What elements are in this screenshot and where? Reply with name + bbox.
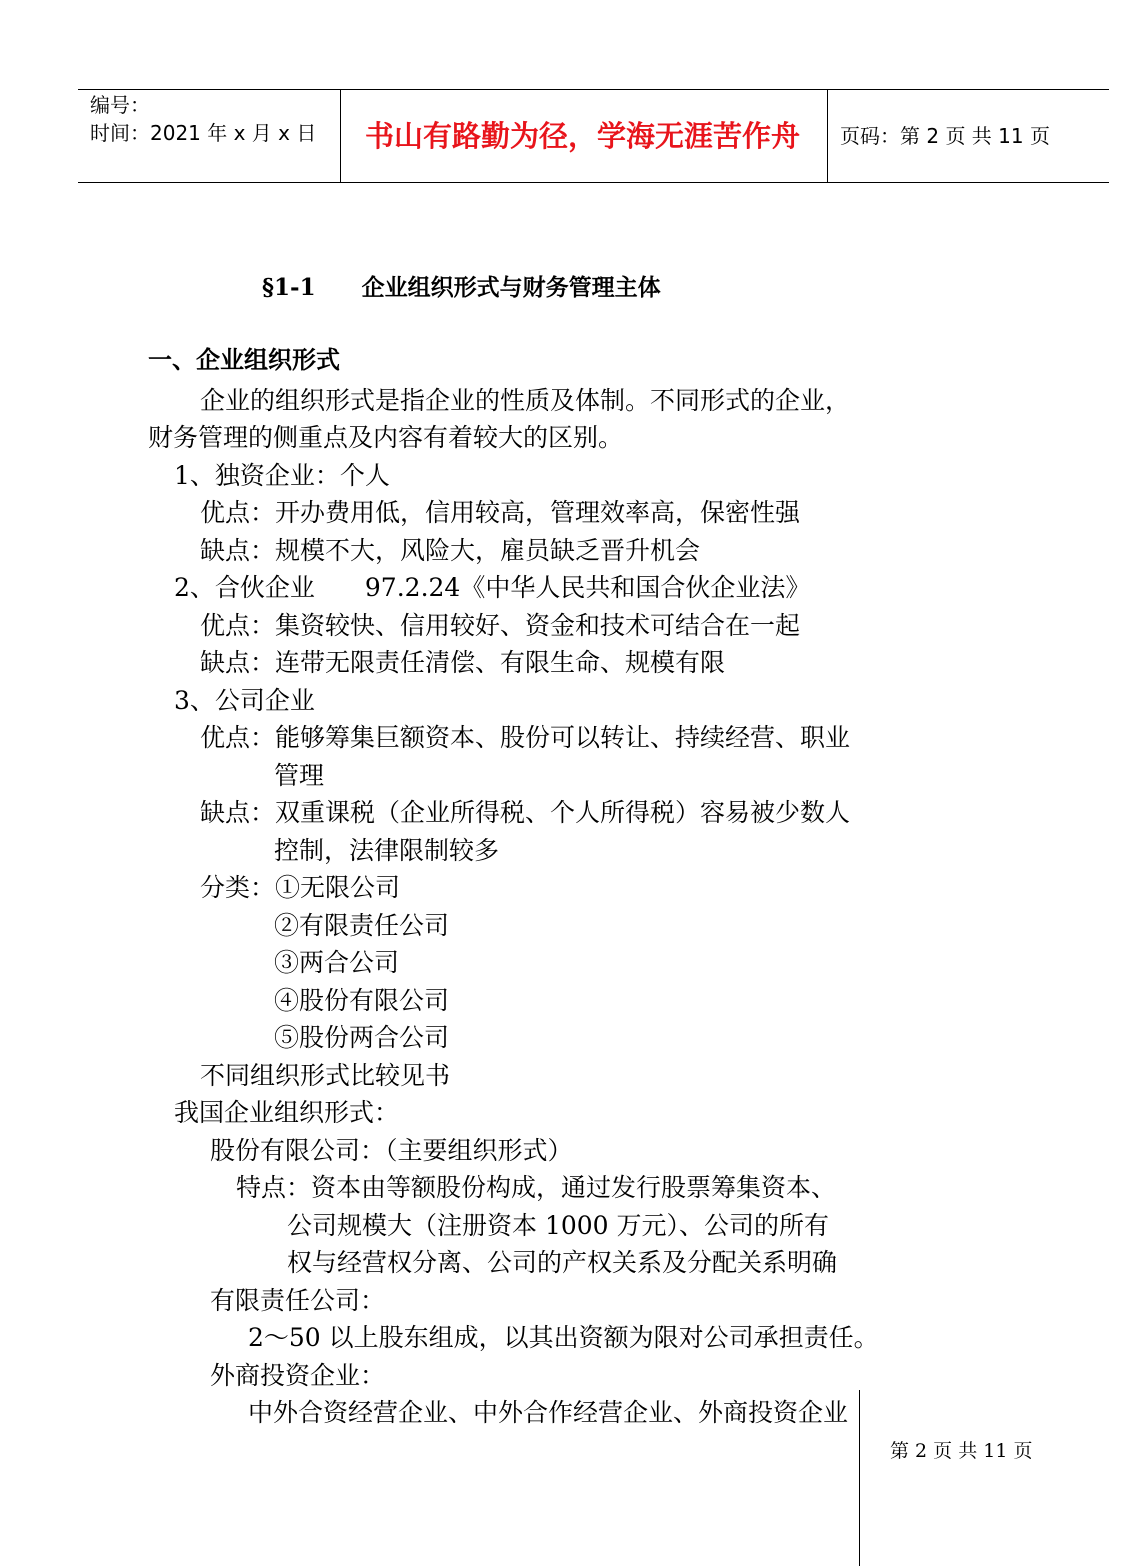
list-item-pros: 优点：集资较快、信用较好、资金和技术可结合在一起 (200, 611, 801, 640)
list-item-cons-cont: 控制，法律限制较多 (274, 836, 500, 865)
header-divider-right (827, 89, 828, 183)
footer-vertical-rule (859, 1390, 860, 1566)
list-item-cons: 缺点：连带无限责任清偿、有限生命、规模有限 (200, 648, 726, 677)
list-item-title: 3、公司企业 (174, 686, 315, 715)
footer-page-number: 第 2 页 共 11 页 (890, 1440, 1033, 1462)
paragraph-line: 财务管理的侧重点及内容有着较大的区别。 (148, 423, 624, 452)
header-time: 时间：2021 年 x 月 x 日 (90, 121, 317, 145)
joint-stock-feature: 特点：资本由等额股份构成，通过发行股票筹集资本、 (236, 1173, 837, 1202)
list-item-cons: 缺点：双重课税（企业所得税、个人所得税）容易被少数人 (200, 798, 851, 827)
classification-label: 分类：①无限公司 (200, 873, 401, 902)
section-heading: 一、企业组织形式 (148, 345, 340, 374)
joint-stock-title: 股份有限公司：（主要组织形式） (210, 1136, 573, 1165)
llc-title: 有限责任公司： (210, 1286, 386, 1315)
joint-stock-feature: 权与经营权分离、公司的产权关系及分配关系明确 (287, 1248, 838, 1277)
list-item-title: 1、独资企业：个人 (174, 461, 390, 490)
paragraph-line: 企业的组织形式是指企业的性质及体制。不同形式的企业， (200, 386, 851, 415)
compare-note: 不同组织形式比较见书 (200, 1061, 451, 1090)
list-item-title: 2、合伙企业 97.2.24《中华人民共和国合伙企业法》 (174, 573, 811, 602)
list-item-pros-cont: 管理 (274, 761, 325, 790)
foreign-title: 外商投资企业： (210, 1361, 386, 1390)
header-divider-left (340, 89, 341, 183)
china-forms-heading: 我国企业组织形式： (174, 1098, 400, 1127)
classification-item: ②有限责任公司 (274, 911, 450, 940)
joint-stock-feature: 公司规模大（注册资本 1000 万元）、公司的所有 (287, 1211, 830, 1240)
header-bottom-rule (78, 182, 1109, 183)
classification-item: ③两合公司 (274, 948, 400, 977)
llc-description: 2～50 以上股东组成，以其出资额为限对公司承担责任。 (248, 1323, 879, 1352)
classification-item: ⑤股份两合公司 (274, 1023, 450, 1052)
header-page-label: 页码：第 2 页 共 11 页 (840, 124, 1050, 148)
list-item-pros: 优点：开办费用低，信用较高，管理效率高，保密性强 (200, 498, 801, 527)
header-top-rule (78, 89, 1109, 90)
classification-item: ④股份有限公司 (274, 986, 450, 1015)
header-number-label: 编号： (90, 93, 150, 117)
list-item-pros: 优点：能够筹集巨额资本、股份可以转让、持续经营、职业 (200, 723, 851, 752)
list-item-cons: 缺点：规模不大，风险大，雇员缺乏晋升机会 (200, 536, 701, 565)
header-motto: 书山有路勤为径，学海无涯苦作舟 (365, 119, 801, 153)
page-title: §1-1 企业组织形式与财务管理主体 (262, 274, 661, 301)
foreign-description: 中外合资经营企业、中外合作经营企业、外商投资企业 (248, 1398, 849, 1427)
